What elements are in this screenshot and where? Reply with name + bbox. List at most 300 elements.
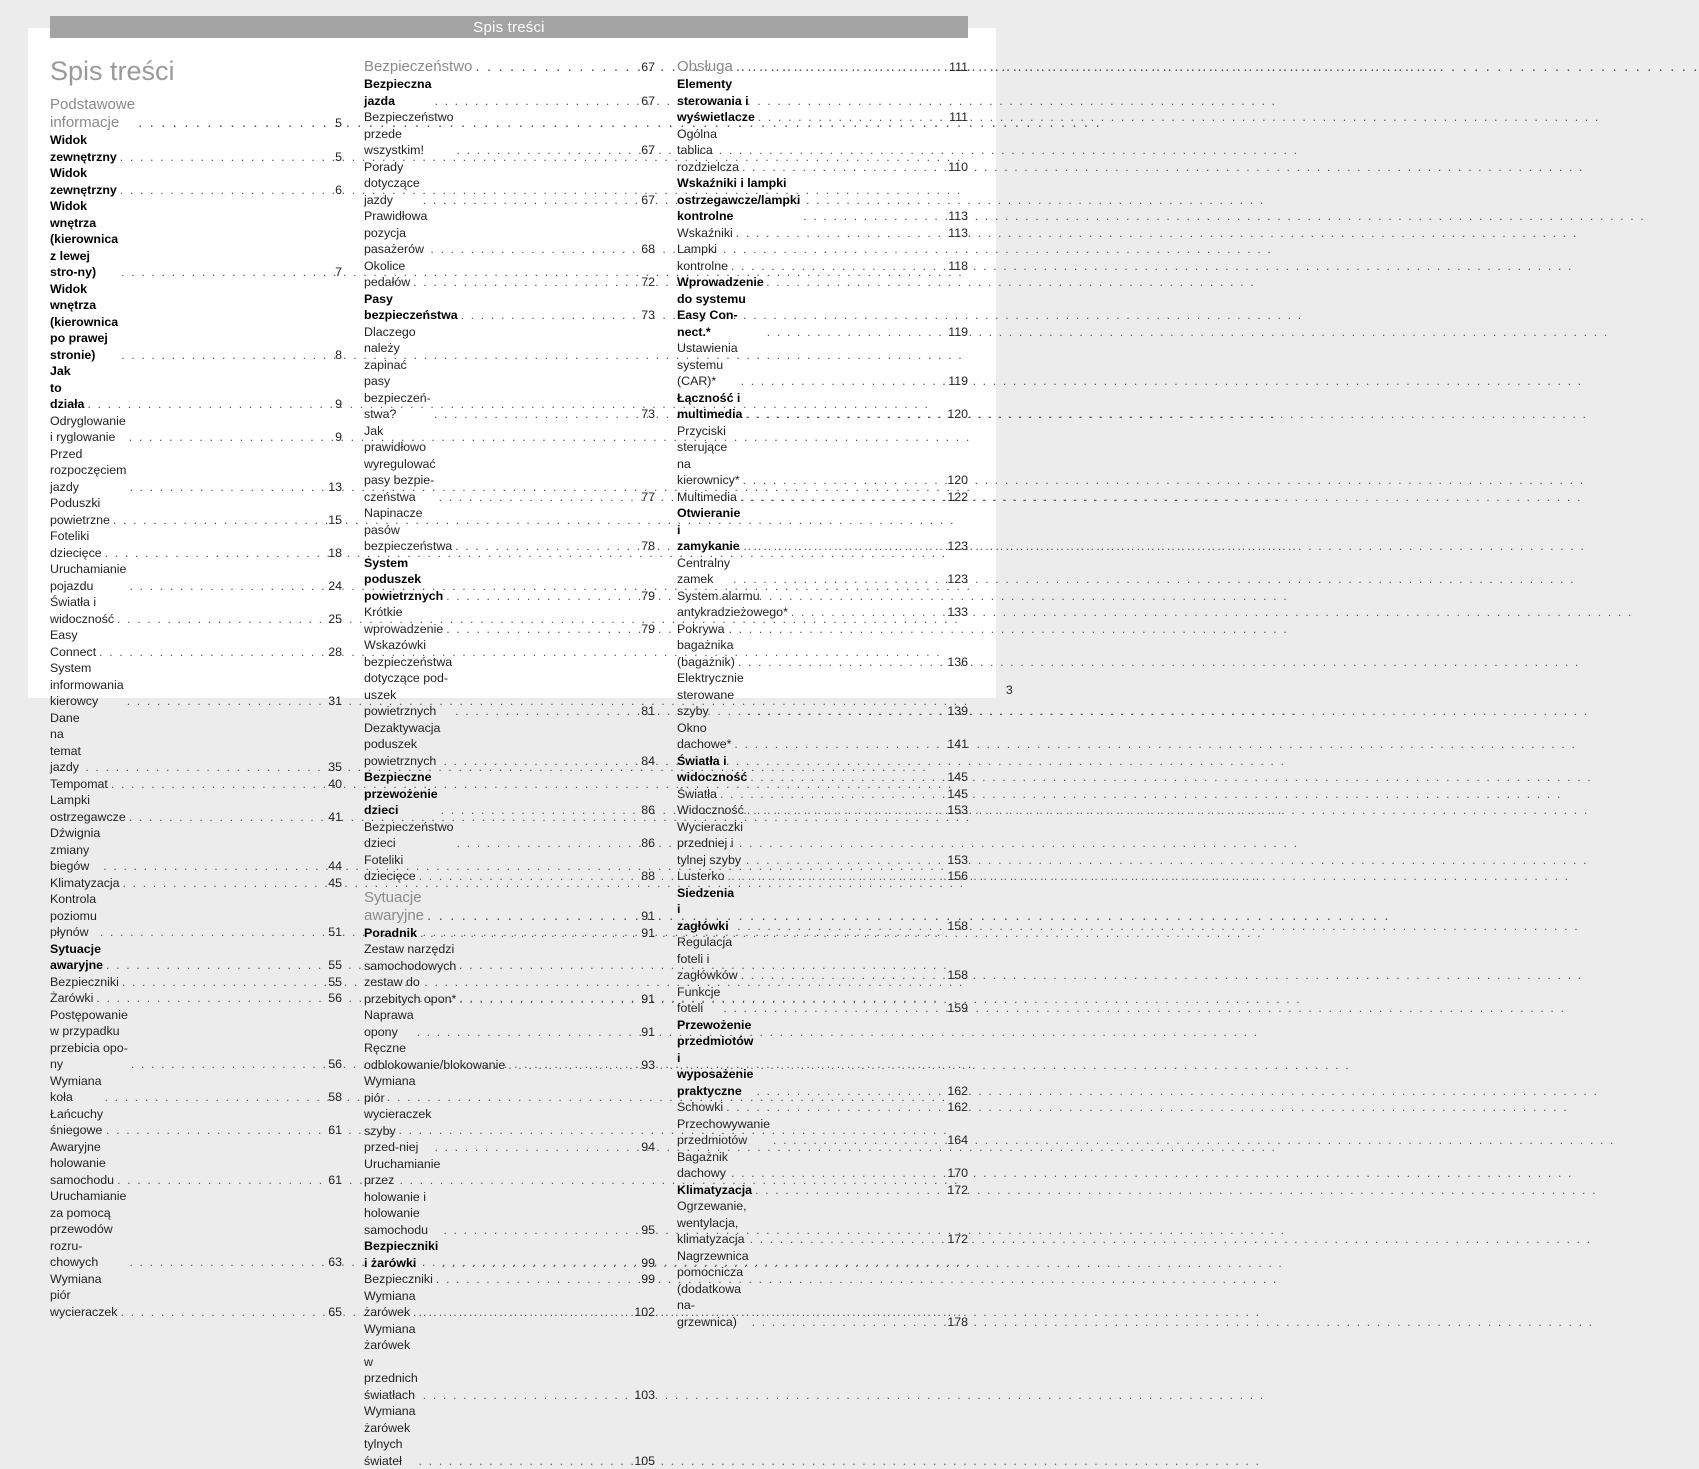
toc-entry[interactable] bbox=[50, 891, 342, 941]
toc-entry-title: Wymiana piór wycieraczek bbox=[50, 1271, 117, 1321]
toc-entry[interactable] bbox=[677, 1017, 968, 1100]
toc-entry-title: Regulacja foteli i zagłówków bbox=[677, 934, 738, 984]
toc-entry-page: 65 bbox=[328, 1304, 342, 1321]
toc-entry-page: 120 bbox=[947, 406, 968, 423]
toc-entry[interactable] bbox=[677, 885, 968, 935]
dot-leader bbox=[750, 769, 944, 786]
dot-leader bbox=[443, 1222, 638, 1239]
dot-leader bbox=[738, 654, 944, 671]
dot-leader bbox=[773, 1132, 944, 1149]
toc-entry-title: Lampki ostrzegawcze bbox=[50, 792, 126, 825]
toc-entry-title: Elementy sterowania i wyświetlacze bbox=[677, 76, 755, 126]
dot-leader bbox=[129, 429, 325, 446]
toc-entry-page: 170 bbox=[947, 1165, 968, 1182]
toc-entry-title: Widok wnętrza (kierownica po prawej stronie) bbox=[50, 281, 118, 364]
dot-leader bbox=[423, 192, 638, 209]
toc-entry-page: 86 bbox=[641, 835, 655, 852]
dot-leader bbox=[752, 1314, 945, 1331]
toc-entry[interactable] bbox=[677, 423, 968, 489]
toc-entry-title: Wymiana żarówek w przednich światłach bbox=[364, 1321, 420, 1404]
toc-entry[interactable] bbox=[677, 753, 968, 786]
toc-entry-page: 67 bbox=[641, 192, 655, 209]
toc-entry-title: Kontrola poziomu płynów bbox=[50, 891, 97, 941]
dot-leader bbox=[113, 512, 325, 529]
toc-entry-page: 95 bbox=[641, 1222, 655, 1239]
dot-leader bbox=[439, 489, 638, 506]
toc-entry-title: Centralny zamek bbox=[677, 555, 730, 588]
toc-entry-title: Przed rozpoczęciem jazdy bbox=[50, 446, 126, 496]
toc-entry-title: Ręczne odblokowanie/blokowanie bbox=[364, 1040, 505, 1073]
toc-entry-page: 56 bbox=[328, 1056, 342, 1073]
toc-entry[interactable] bbox=[50, 132, 342, 165]
toc-entry-page: 5 bbox=[328, 114, 342, 132]
toc-entry-title: Dlaczego należy zapinać pasy bezpieczeń-stwa? bbox=[364, 324, 431, 423]
dot-leader bbox=[103, 858, 325, 875]
toc-entry-title: Wskaźniki i lampki ostrzegawcze/lampki kontrolne bbox=[677, 175, 800, 225]
toc-entry-title: System poduszek powietrznych bbox=[364, 555, 443, 605]
dot-leader bbox=[457, 835, 638, 852]
toc-entry-title: Bezpieczniki bbox=[50, 974, 119, 991]
toc-entry[interactable] bbox=[364, 1156, 655, 1239]
toc-entry-title: Przechowywanie przedmiotów bbox=[677, 1116, 770, 1149]
dot-leader bbox=[122, 974, 325, 991]
toc-entry-title: Światła bbox=[677, 786, 717, 803]
toc-column-3 bbox=[677, 58, 968, 1330]
dot-leader bbox=[720, 786, 944, 803]
dot-leader bbox=[105, 545, 325, 562]
toc-entry-title: Uruchamianie za pomocą przewodów rozru-chowych bbox=[50, 1188, 126, 1271]
toc-entry[interactable] bbox=[364, 941, 655, 1007]
toc-entry[interactable] bbox=[50, 875, 342, 892]
toc-entry-page: 5 bbox=[328, 149, 342, 166]
toc-entry-page: 111 bbox=[949, 58, 968, 76]
toc-entry[interactable] bbox=[677, 819, 968, 869]
toc-entry[interactable] bbox=[364, 925, 655, 942]
toc-entry-title: Ustawienia systemu (CAR)* bbox=[677, 340, 738, 390]
toc-entry[interactable] bbox=[677, 555, 968, 588]
dot-leader bbox=[129, 1254, 325, 1271]
toc-entry-page: 162 bbox=[947, 1083, 968, 1100]
dot-leader bbox=[129, 809, 325, 826]
toc-entry-page: 24 bbox=[328, 578, 342, 595]
toc-entry-page: 93 bbox=[641, 1057, 655, 1074]
toc-entry[interactable] bbox=[364, 1271, 655, 1288]
toc-entry-page: 63 bbox=[328, 1254, 342, 1271]
toc-entry-title: Łańcuchy śniegowe bbox=[50, 1106, 103, 1139]
toc-entry-title: Poduszki powietrzne bbox=[50, 495, 110, 528]
toc-entry[interactable] bbox=[364, 720, 655, 770]
dot-leader bbox=[741, 967, 945, 984]
toc-section-heading[interactable] bbox=[364, 58, 655, 76]
toc-entry-page: 164 bbox=[947, 1132, 968, 1149]
toc-entry-title: Pokrywa bagażnika (bagażnik) bbox=[677, 621, 735, 671]
toc-entry[interactable] bbox=[50, 792, 342, 825]
toc-entry-page: 139 bbox=[947, 703, 968, 720]
dot-leader bbox=[726, 1099, 944, 1116]
toc-entry-page: 91 bbox=[641, 907, 655, 925]
toc-entry-title: Widok wnętrza (kierownica z lewej stro-ny) bbox=[50, 198, 118, 281]
toc-entry-page: 40 bbox=[328, 776, 342, 793]
toc-entry-page: 118 bbox=[948, 258, 968, 275]
toc-entry-title: Wycieraczki przedniej i tylnej szyby bbox=[677, 819, 743, 869]
dot-leader bbox=[419, 868, 638, 885]
toc-entry-page: 178 bbox=[947, 1314, 968, 1331]
dot-leader bbox=[427, 907, 638, 925]
toc-entry[interactable] bbox=[364, 555, 655, 605]
dot-leader bbox=[434, 406, 638, 423]
toc-entry-page: 45 bbox=[328, 875, 342, 892]
toc-entry-title: Wymiana żarówek bbox=[364, 1288, 416, 1321]
dot-leader bbox=[423, 1387, 632, 1404]
toc-entry-title: Multimedia bbox=[677, 489, 737, 506]
dot-leader bbox=[733, 571, 944, 588]
toc-entry-page: 35 bbox=[328, 759, 342, 776]
toc-entry-title: Sytuacje awaryjne bbox=[364, 889, 424, 925]
dot-leader bbox=[767, 324, 945, 341]
toc-entry-page: 91 bbox=[641, 925, 655, 942]
dot-leader bbox=[723, 1000, 944, 1017]
toc-entry-page: 158 bbox=[947, 918, 968, 935]
toc-entry-title: Ogólna tablica rozdzielcza bbox=[677, 126, 739, 176]
dot-leader bbox=[461, 307, 638, 324]
toc-entry[interactable] bbox=[677, 1182, 968, 1199]
toc-entry-title: Przewożenie przedmiotów i wyposażenie praktyczne bbox=[677, 1017, 753, 1100]
dot-leader bbox=[755, 1182, 944, 1199]
toc-entry[interactable] bbox=[50, 594, 342, 627]
toc-entry[interactable] bbox=[677, 786, 968, 803]
toc-entry[interactable] bbox=[50, 990, 342, 1007]
toc-section-heading[interactable] bbox=[677, 58, 968, 76]
toc-entry[interactable] bbox=[677, 1149, 968, 1182]
dot-leader bbox=[743, 538, 944, 555]
toc-entry[interactable] bbox=[677, 934, 968, 984]
dot-leader bbox=[121, 347, 325, 364]
toc-entry-page: 7 bbox=[328, 264, 342, 281]
toc-entry[interactable] bbox=[364, 1040, 655, 1073]
toc-entry-page: 77 bbox=[641, 489, 655, 506]
toc-entry[interactable] bbox=[364, 505, 655, 555]
toc-entry[interactable] bbox=[677, 670, 968, 720]
toc-entry[interactable] bbox=[50, 495, 342, 528]
toc-entry-title: Postępowanie w przypadku przebicia opo-ny bbox=[50, 1007, 128, 1073]
toc-entry-title: Bezpieczeństwo przede wszystkim! bbox=[364, 109, 454, 159]
toc-entry[interactable] bbox=[50, 1188, 342, 1271]
toc-entry-page: 31 bbox=[328, 693, 342, 710]
toc-entry-page: 68 bbox=[641, 241, 655, 258]
toc-entry[interactable] bbox=[677, 868, 968, 885]
toc-entry[interactable] bbox=[677, 505, 968, 555]
toc-entry[interactable] bbox=[677, 225, 968, 242]
toc-entry[interactable] bbox=[50, 1139, 342, 1189]
toc-entry[interactable] bbox=[50, 528, 342, 561]
dot-leader bbox=[117, 1172, 325, 1189]
dot-leader bbox=[457, 142, 638, 159]
toc-section-heading[interactable] bbox=[364, 889, 655, 925]
toc-entry-page: 58 bbox=[328, 1089, 342, 1106]
toc-entry-page: 145 bbox=[947, 769, 968, 786]
dot-leader bbox=[111, 776, 325, 793]
toc-entry-page: 6 bbox=[328, 182, 342, 199]
toc-entry-page: 120 bbox=[947, 472, 968, 489]
toc-entry[interactable] bbox=[50, 165, 342, 198]
toc-entry-page: 123 bbox=[947, 571, 968, 588]
dot-leader bbox=[87, 396, 325, 413]
dot-leader bbox=[740, 489, 944, 506]
toc-entry-title: Bagażnik dachowy bbox=[677, 1149, 728, 1182]
toc-entry-title: Łączność i multimedia bbox=[677, 390, 742, 423]
toc-entry-page: 8 bbox=[328, 347, 342, 364]
toc-entry-page: 9 bbox=[328, 429, 342, 446]
dot-leader bbox=[731, 258, 945, 275]
dot-leader bbox=[756, 1083, 944, 1100]
toc-entry[interactable] bbox=[50, 776, 342, 793]
toc-entry-title: Funkcje foteli bbox=[677, 984, 720, 1017]
toc-entry[interactable] bbox=[364, 324, 655, 423]
toc-entry-title: Widoczność bbox=[677, 802, 744, 819]
toc-entry-title: Jak to działa bbox=[50, 363, 84, 413]
toc-entry-page: 99 bbox=[641, 1271, 655, 1288]
toc-entry-title: Dane na temat jazdy bbox=[50, 710, 82, 776]
toc-entry-title: Bezpieczniki i żarówki bbox=[364, 1238, 438, 1271]
toc-entry-page: 136 bbox=[947, 654, 968, 671]
toc-entry[interactable] bbox=[677, 175, 968, 225]
toc-entry[interactable] bbox=[677, 984, 968, 1017]
dot-leader bbox=[436, 1271, 638, 1288]
toc-entry[interactable] bbox=[677, 489, 968, 506]
toc-entry-title: Elektrycznie sterowane szyby bbox=[677, 670, 744, 720]
toc-entry[interactable] bbox=[50, 198, 342, 281]
toc-entry-title: Otwieranie i zamykanie bbox=[677, 505, 740, 555]
toc-entry-title: Żarówki bbox=[50, 990, 93, 1007]
toc-entry-page: 84 bbox=[641, 753, 655, 770]
toc-entry-page: 119 bbox=[948, 324, 968, 341]
dot-leader bbox=[455, 703, 638, 720]
toc-entry[interactable] bbox=[364, 109, 655, 159]
dot-leader bbox=[736, 58, 946, 76]
toc-entry-page: 67 bbox=[641, 142, 655, 159]
dot-leader bbox=[731, 1165, 944, 1182]
toc-entry-page: 102 bbox=[634, 1304, 655, 1321]
toc-entry[interactable] bbox=[364, 159, 655, 209]
toc-entry[interactable] bbox=[677, 274, 968, 340]
toc-entry[interactable] bbox=[677, 390, 968, 423]
toc-entry[interactable] bbox=[677, 126, 968, 176]
dot-leader bbox=[791, 604, 944, 621]
toc-entry-page: 162 bbox=[947, 1099, 968, 1116]
toc-entry-title: Napinacze pasów bezpieczeństwa bbox=[364, 505, 452, 555]
toc-entry[interactable] bbox=[677, 1248, 968, 1331]
toc-entry-title: Awaryjne holowanie samochodu bbox=[50, 1139, 114, 1189]
toc-entry-page: 94 bbox=[641, 1139, 655, 1156]
toc-entry[interactable] bbox=[50, 1106, 342, 1139]
header-bar: Spis treści bbox=[50, 16, 968, 38]
toc-entry-page: 73 bbox=[641, 406, 655, 423]
toc-entry[interactable] bbox=[364, 1007, 655, 1040]
dot-leader bbox=[446, 621, 638, 638]
toc-entry[interactable] bbox=[364, 291, 655, 324]
page-title: Spis treści bbox=[50, 54, 175, 88]
toc-entry[interactable] bbox=[677, 720, 968, 753]
toc-entry-title: Przyciski sterujące na kierownicy* bbox=[677, 423, 740, 489]
toc-entry-page: 15 bbox=[328, 512, 342, 529]
toc-entry-title: Wymiana piór wycieraczek szyby przed-niej bbox=[364, 1073, 431, 1156]
toc-entry-page: 111 bbox=[949, 109, 968, 126]
toc-entry-title: Foteliki dziecięce bbox=[364, 852, 416, 885]
dot-leader bbox=[121, 264, 325, 281]
toc-entry[interactable] bbox=[364, 852, 655, 885]
toc-entry-title: Ogrzewanie, wentylacja, klimatyzacja bbox=[677, 1198, 747, 1248]
dot-leader bbox=[413, 274, 638, 291]
toc-entry[interactable] bbox=[364, 258, 655, 291]
dot-leader bbox=[138, 114, 325, 132]
toc-entry-page: 41 bbox=[328, 809, 342, 826]
toc-entry-page: 13 bbox=[328, 479, 342, 496]
toc-entry[interactable] bbox=[50, 660, 342, 710]
toc-entry[interactable] bbox=[364, 1403, 655, 1469]
toc-entry-page: 88 bbox=[641, 868, 655, 885]
dot-leader bbox=[441, 1255, 638, 1272]
toc-entry[interactable] bbox=[50, 1073, 342, 1106]
toc-entry-title: Lampki kontrolne bbox=[677, 241, 728, 274]
dot-leader bbox=[417, 1024, 638, 1041]
toc-entry[interactable] bbox=[677, 1116, 968, 1149]
toc-entry[interactable] bbox=[364, 423, 655, 506]
dot-leader bbox=[743, 472, 945, 489]
toc-entry-page: 78 bbox=[641, 538, 655, 555]
toc-entry[interactable] bbox=[677, 802, 968, 819]
toc-entry[interactable] bbox=[677, 1198, 968, 1248]
toc-entry[interactable] bbox=[677, 1099, 968, 1116]
toc-entry-page: 153 bbox=[947, 852, 968, 869]
dot-leader bbox=[419, 1453, 632, 1469]
toc-entry-title: Wymiana koła bbox=[50, 1073, 102, 1106]
toc-entry-title: Lusterko bbox=[677, 868, 725, 885]
dot-leader bbox=[434, 1139, 638, 1156]
toc-entry-page: 156 bbox=[947, 868, 968, 885]
toc-entry-page: 9 bbox=[328, 396, 342, 413]
toc-entry-title: Jak prawidłowo wyregulować pasy bezpie-czeństwa bbox=[364, 423, 436, 506]
toc-entry[interactable] bbox=[364, 604, 655, 637]
toc-entry-page: 81 bbox=[641, 703, 655, 720]
dot-leader bbox=[99, 644, 325, 661]
toc-entry[interactable] bbox=[364, 1073, 655, 1156]
dot-leader bbox=[123, 875, 325, 892]
toc-entry[interactable] bbox=[364, 1238, 655, 1271]
toc-entry-page: 55 bbox=[328, 974, 342, 991]
dot-leader bbox=[747, 703, 945, 720]
toc-entry-title: Wskazówki bezpieczeństwa dotyczące pod-uszek powietrznych bbox=[364, 637, 452, 720]
toc-entry[interactable] bbox=[50, 974, 342, 991]
dot-leader bbox=[419, 1304, 632, 1321]
toc-entry[interactable] bbox=[50, 710, 342, 776]
dot-leader bbox=[742, 159, 945, 176]
toc-entry-title: Porady dotyczące jazdy bbox=[364, 159, 420, 209]
toc-entry-page: 25 bbox=[328, 611, 342, 628]
toc-entry[interactable] bbox=[364, 769, 655, 819]
toc-entry-title: Pasy bezpieczeństwa bbox=[364, 291, 458, 324]
toc-entry-title: Bezpieczniki bbox=[364, 1271, 433, 1288]
toc-entry-title: Uruchamianie pojazdu bbox=[50, 561, 126, 594]
toc-entry-title: Światła i widoczność bbox=[50, 594, 114, 627]
toc-entry-page: 91 bbox=[641, 1024, 655, 1041]
toc-entry-page: 145 bbox=[947, 786, 968, 803]
toc-entry[interactable] bbox=[364, 637, 655, 720]
toc-entry[interactable] bbox=[677, 588, 968, 621]
toc-entry-title: Naprawa opony bbox=[364, 1007, 414, 1040]
toc-entry-page: 61 bbox=[328, 1122, 342, 1139]
toc-entry-title: Światła i widoczność bbox=[677, 753, 747, 786]
dot-leader bbox=[120, 149, 325, 166]
toc-entry-title: Nagrzewnica pomocnicza (dodatkowa na-grzewnica) bbox=[677, 1248, 749, 1331]
toc-entry[interactable] bbox=[50, 413, 342, 446]
toc-entry[interactable] bbox=[50, 446, 342, 496]
dot-leader bbox=[129, 578, 325, 595]
toc-entry-page: 159 bbox=[947, 1000, 968, 1017]
toc-entry-page: 73 bbox=[641, 307, 655, 324]
toc-entry-page: 67 bbox=[641, 58, 655, 76]
dot-leader bbox=[750, 1231, 945, 1248]
toc-entry-title: Easy Connect bbox=[50, 627, 96, 660]
toc-entry-title: Obsługa bbox=[677, 58, 733, 76]
dot-leader bbox=[85, 759, 325, 776]
toc-entry-title: System alarmu antykradzieżowego* bbox=[677, 588, 788, 621]
toc-entry[interactable] bbox=[364, 208, 655, 258]
toc-entry-page: 105 bbox=[634, 1453, 655, 1469]
toc-entry-title: Podstawowe informacje bbox=[50, 96, 135, 132]
toc-entry[interactable] bbox=[50, 561, 342, 594]
toc-entry-title: Okno dachowe* bbox=[677, 720, 731, 753]
toc-entry[interactable] bbox=[50, 825, 342, 875]
dot-leader bbox=[105, 1089, 325, 1106]
dot-leader bbox=[131, 1056, 325, 1073]
dot-leader bbox=[758, 109, 946, 126]
dot-leader bbox=[129, 479, 325, 496]
toc-entry[interactable] bbox=[677, 241, 968, 274]
toc-entry[interactable] bbox=[50, 627, 342, 660]
toc-section-heading[interactable] bbox=[50, 96, 342, 132]
toc-entry-title: Bezpieczna jazda bbox=[364, 76, 431, 109]
toc-entry[interactable] bbox=[677, 340, 968, 390]
toc-entry-page: 103 bbox=[634, 1387, 655, 1404]
dot-leader bbox=[736, 225, 945, 242]
toc-entry[interactable] bbox=[364, 76, 655, 109]
toc-entry[interactable] bbox=[50, 1271, 342, 1321]
toc-entry[interactable] bbox=[364, 1321, 655, 1404]
toc-entry[interactable] bbox=[677, 76, 968, 126]
toc-entry[interactable] bbox=[364, 1288, 655, 1321]
toc-entry-title: Wymiana żarówek tylnych świateł bbox=[364, 1403, 416, 1469]
toc-entry-title: Bezpieczne przewożenie dzieci bbox=[364, 769, 438, 819]
dot-leader bbox=[117, 611, 325, 628]
page-number: 3 bbox=[1006, 683, 1013, 697]
toc-entry-page: 133 bbox=[947, 604, 968, 621]
toc-entry[interactable] bbox=[50, 941, 342, 974]
toc-entry[interactable] bbox=[677, 621, 968, 671]
toc-entry-page: 61 bbox=[328, 1172, 342, 1189]
dot-leader bbox=[120, 182, 325, 199]
toc-entry[interactable] bbox=[364, 819, 655, 852]
toc-entry-page: 86 bbox=[641, 802, 655, 819]
dot-leader bbox=[734, 736, 944, 753]
toc-entry-title: Widok zewnętrzny bbox=[50, 165, 117, 198]
dot-leader bbox=[96, 990, 325, 1007]
toc-entry[interactable] bbox=[50, 363, 342, 413]
toc-entry-page: 123 bbox=[947, 538, 968, 555]
toc-entry[interactable] bbox=[50, 1007, 342, 1073]
toc-entry-title: Zestaw narzędzi samochodowych zestaw do przebitych opon* bbox=[364, 941, 456, 1007]
toc-entry[interactable] bbox=[50, 281, 342, 364]
toc-entry-page: 172 bbox=[947, 1231, 968, 1248]
